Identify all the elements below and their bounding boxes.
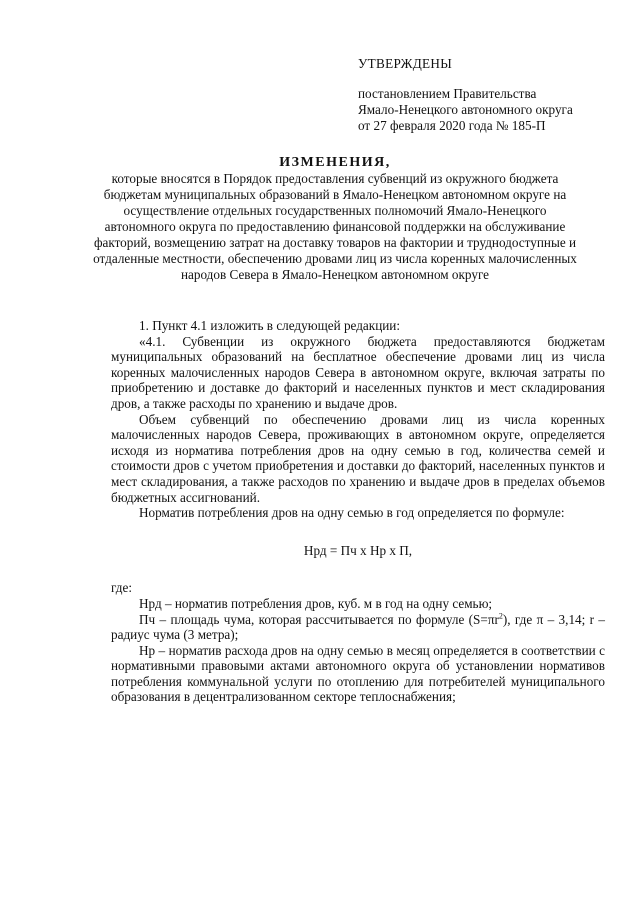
definition-nr: Нр – норматив расхода дров на одну семью в месяц определяется в соответствии с нормативными правовыми актами автономного округа об установлении нормативов потребления коммунальной услуги по отоплению для потребителей муниципального образования в децентрализованном секторе теплоснабжения; <box>111 642 605 705</box>
approval-title: УТВЕРЖДЕНЫ <box>358 56 453 71</box>
approval-line-3: от 27 февраля 2020 года № 185-П <box>358 118 546 133</box>
definition-pch-text-a: Пч – площадь чума, которая рассчитывается по формуле (S=πr <box>139 611 499 627</box>
heading-subtitle: которые вносятся в Порядок предоставления субвенций из окружного бюджета бюджетам муниципальных образований в Ямало-Ненецком автономном округе на осуществление отдельных государственных полномочий Ямало-Ненецкого автономного округа по предоставлению финансовой поддержки на обслуживание факторий, возмещению затрат на доставку товаров на фактории и труднодоступные и отдаленные местности, обеспечению дровами лиц из числа коренных малочисленных народов Севера в Ямало-Ненецком автономном округе <box>93 171 577 282</box>
definition-nrd: Нрд – норматив потребления дров, куб. м в год на одну семью; <box>139 595 493 611</box>
approval-block <box>358 56 573 134</box>
approval-line-1: постановлением Правительства <box>358 86 537 101</box>
superscript-2: 2 <box>498 611 503 621</box>
where-label: где: <box>111 580 132 596</box>
paragraph-subsidies: «4.1. Субвенции из окружного бюджета предоставляются бюджетам муниципальных образований на бесплатное обеспечение дровами лиц из числа коренных малочисленных народов Севера в автономном округе, включая затраты по приобретению и доставке до факторий и населенных пунктов и мест складирования дров, а также расходы по хранению и выдаче дров. <box>111 333 605 411</box>
paragraph-norm-intro: Норматив потребления дров на одну семью в год определяется по формуле: <box>139 505 565 521</box>
document-body <box>111 318 605 705</box>
paragraph-item-1: 1. Пункт 4.1 изложить в следующей редакции: <box>139 318 401 333</box>
definition-pch <box>111 612 605 643</box>
heading-title: ИЗМЕНЕНИЯ, <box>279 155 391 170</box>
document-heading <box>90 154 580 283</box>
definition-pch-text-b: ), где π – 3,14; r – радиус чума (3 метра); <box>111 611 605 643</box>
approval-line-2: Ямало-Ненецкого автономного округа <box>358 102 573 117</box>
paragraph-volume: Объем субвенций по обеспечению дровами лиц из числа коренных малочисленных народов Севера, проживающих в автономном округе, определяется исходя из норматива потребления дров на одну семью в год, количества семей и стоимости дров с учетом приобретения и доставки до факторий, населенных пунктов и мест складирования, а также расходов по хранению и выдаче дров в пределах объемов бюджетных ассигнований. <box>111 411 605 505</box>
formula: Нрд = Пч х Нр х П, <box>303 542 413 558</box>
